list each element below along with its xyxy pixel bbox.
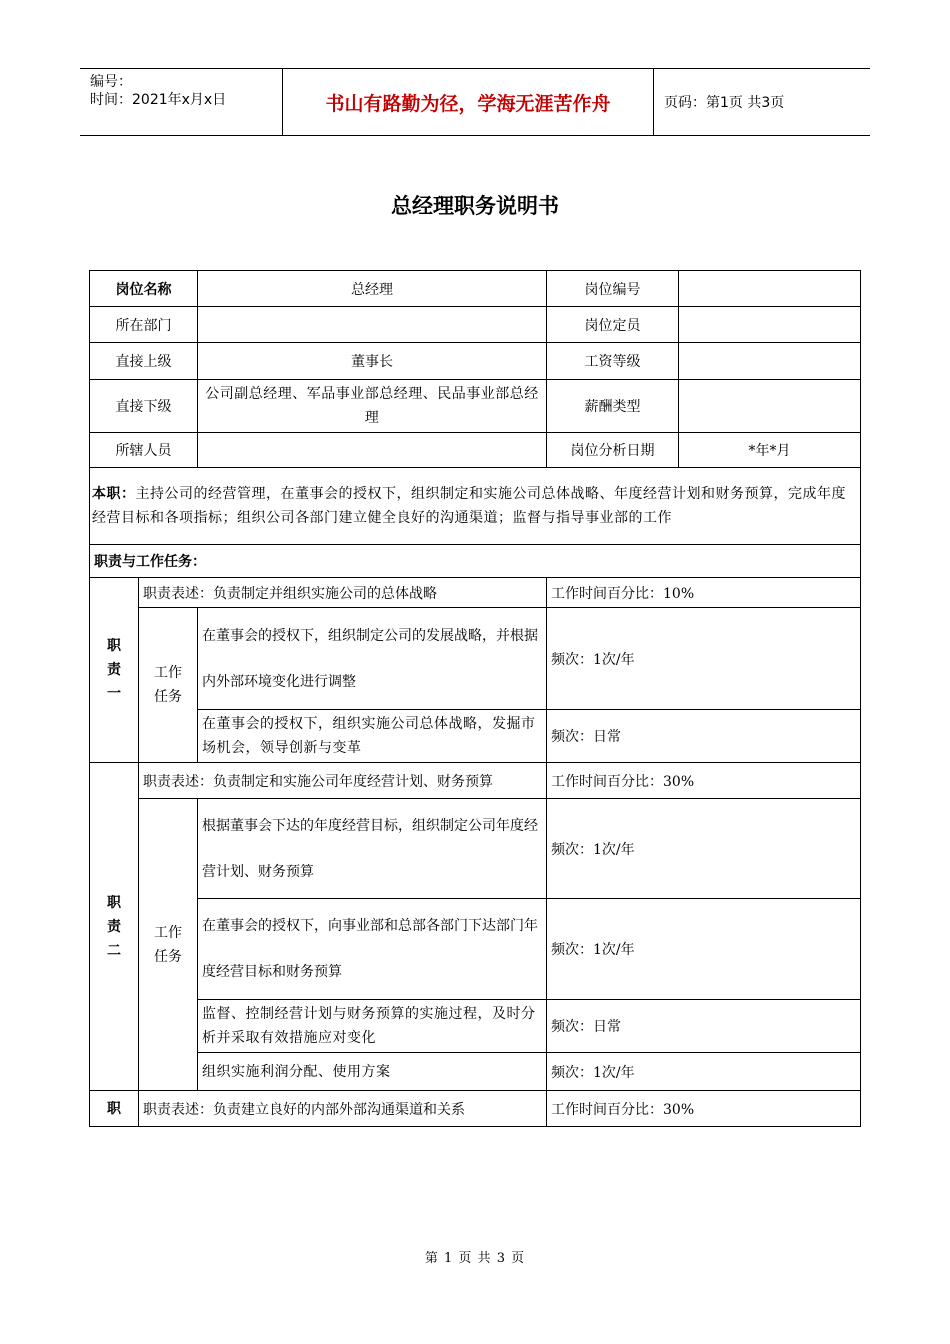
- duty3-desc-row: [90, 1091, 861, 1127]
- duty1-desc-row: [90, 578, 861, 608]
- subordinate-label: 直接下级: [90, 380, 198, 433]
- duty2-task-label-text: 工作任务: [154, 924, 182, 965]
- duty2-desc-row: [90, 763, 861, 799]
- duty1-percent: 工作时间百分比：10%: [547, 578, 861, 608]
- duty1-task1-freq: 频次：1次/年: [547, 608, 861, 710]
- staff-value: [198, 433, 547, 468]
- analysis-date-value: *年*月: [679, 433, 861, 468]
- salary-grade-label: 工资等级: [547, 343, 679, 380]
- duty3-desc: 职责表述：负责建立良好的内部外部沟通渠道和关系: [139, 1091, 547, 1127]
- staff-label: 所辖人员: [90, 433, 198, 468]
- summary-label: 本职：: [92, 486, 136, 502]
- duties-heading: 职责与工作任务：: [90, 545, 861, 578]
- duty2-label-text: 职责二: [107, 894, 121, 959]
- row-subordinate: [90, 380, 861, 433]
- row-duties-heading: [90, 545, 861, 578]
- duty2-task4-text: 组织实施利润分配、使用方案: [198, 1053, 547, 1091]
- duty2-task3-freq: 频次：日常: [547, 1000, 861, 1053]
- salary-grade-value: [679, 343, 861, 380]
- duty1-task2-text: 在董事会的授权下，组织实施公司总体战略，发掘市场机会，领导创新与变革: [198, 710, 547, 763]
- duty1-label: [90, 578, 139, 763]
- duty2-task4-row: [90, 1053, 861, 1091]
- header-page-info: 页码：第1页 共3页: [664, 95, 785, 111]
- dept-label: 所在部门: [90, 307, 198, 343]
- page-footer: 第 1 页 共 3 页: [424, 1251, 526, 1266]
- duty2-desc: 职责表述：负责制定和实施公司年度经营计划、财务预算: [139, 763, 547, 799]
- position-no-label: 岗位编号: [547, 271, 679, 307]
- position-name-label: 岗位名称: [90, 271, 198, 307]
- pay-type-value: [679, 380, 861, 433]
- page-header: [80, 68, 870, 136]
- duty1-task1-text: 在董事会的授权下，组织制定公司的发展战略，并根据内外部环境变化进行调整: [198, 608, 547, 710]
- summary-text: 主持公司的经营管理，在董事会的授权下，组织制定和实施公司总体战略、年度经营计划和财务预算，完成年度经营目标和各项指标；组织公司各部门建立健全良好的沟通渠道；监督与指导事业部的工作: [92, 486, 846, 526]
- superior-value: 董事长: [198, 343, 547, 380]
- duty1-task-label-text: 工作任务: [154, 665, 182, 705]
- summary-cell: [90, 468, 861, 545]
- subordinate-value: 公司副总经理、军品事业部总经理、民品事业部总经理: [198, 380, 547, 433]
- time-label: 时间：2021年x月x日: [90, 92, 227, 108]
- duty2-percent: 工作时间百分比：30%: [547, 763, 861, 799]
- duty1-task1-row: [90, 608, 861, 710]
- quota-label: 岗位定员: [547, 307, 679, 343]
- duty2-task1-freq: 频次：1次/年: [547, 799, 861, 899]
- row-superior: [90, 343, 861, 380]
- duty3-percent: 工作时间百分比：30%: [547, 1091, 861, 1127]
- header-left: [80, 69, 282, 135]
- duty2-task-label: [139, 799, 198, 1091]
- header-motto: 书山有路勤为径，学海无涯苦作舟: [282, 69, 654, 135]
- superior-label: 直接上级: [90, 343, 198, 380]
- job-description-table: [89, 270, 861, 1127]
- duty3-label: 职: [90, 1091, 139, 1127]
- duty2-task2-text: 在董事会的授权下，向事业部和总部各部门下达部门年度经营目标和财务预算: [198, 899, 547, 1000]
- quota-value: [679, 307, 861, 343]
- duty2-task2-freq: 频次：1次/年: [547, 899, 861, 1000]
- duty1-task-label: [139, 608, 198, 763]
- duty2-task3-row: [90, 1000, 861, 1053]
- duty2-label: [90, 763, 139, 1091]
- pay-type-label: 薪酬类型: [547, 380, 679, 433]
- row-summary: [90, 468, 861, 545]
- duty2-task4-freq: 频次：1次/年: [547, 1053, 861, 1091]
- duty1-task2-row: [90, 710, 861, 763]
- row-dept: [90, 307, 861, 343]
- position-name-value: 总经理: [198, 271, 547, 307]
- duty1-label-text: 职责一: [107, 638, 121, 702]
- number-label: 编号：: [90, 74, 132, 90]
- position-no-value: [679, 271, 861, 307]
- duty1-desc: 职责表述：负责制定并组织实施公司的总体战略: [139, 578, 547, 608]
- duty1-task2-freq: 频次：日常: [547, 710, 861, 763]
- document-title: 总经理职务说明书: [391, 194, 559, 218]
- row-staff: [90, 433, 861, 468]
- analysis-date-label: 岗位分析日期: [547, 433, 679, 468]
- duty2-task1-text: 根据董事会下达的年度经营目标，组织制定公司年度经营计划、财务预算: [198, 799, 547, 899]
- duty2-task2-row: [90, 899, 861, 1000]
- row-position-name: [90, 271, 861, 307]
- duty2-task1-row: [90, 799, 861, 899]
- dept-value: [198, 307, 547, 343]
- duty2-task3-text: 监督、控制经营计划与财务预算的实施过程，及时分析并采取有效措施应对变化: [198, 1000, 547, 1053]
